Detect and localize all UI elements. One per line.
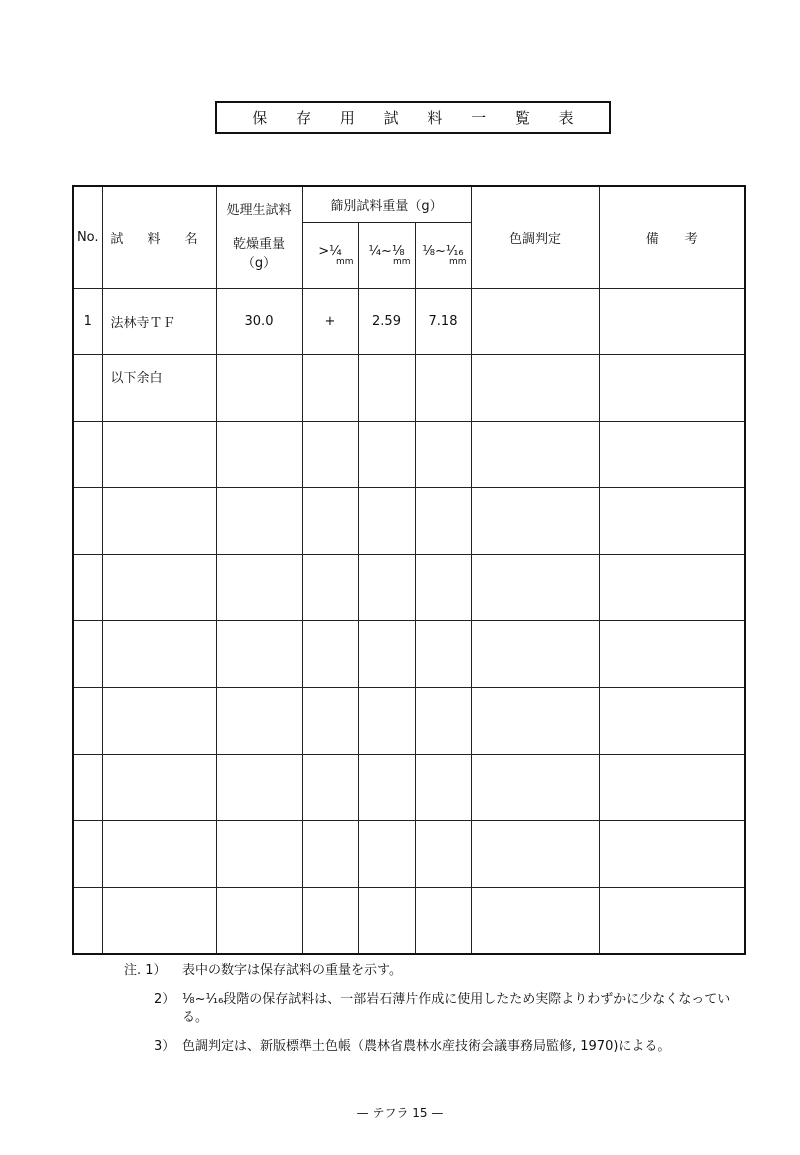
cell-dry: 30.0 (216, 288, 302, 355)
cell-remarks (599, 421, 745, 488)
cell-color (471, 488, 599, 555)
page-title: 保 存 用 試 料 一 覧 表 (215, 101, 611, 134)
cell-color (471, 688, 599, 755)
cell-remarks (599, 887, 745, 954)
table-row (73, 421, 745, 488)
cell-color (471, 554, 599, 621)
cell-s1 (302, 821, 358, 888)
cell-s3 (415, 688, 471, 755)
cell-remarks (599, 554, 745, 621)
cell-color (471, 421, 599, 488)
cell-no (73, 554, 102, 621)
cell-color (471, 355, 599, 422)
cell-color (471, 821, 599, 888)
table-row (73, 887, 745, 954)
cell-s1 (302, 754, 358, 821)
cell-no (73, 887, 102, 954)
cell-s1 (302, 688, 358, 755)
cell-s1 (302, 488, 358, 555)
cell-name (102, 554, 216, 621)
cell-s3 (415, 821, 471, 888)
cell-s2 (358, 421, 415, 488)
cell-remarks (599, 821, 745, 888)
header-sieve-col-2 (358, 222, 415, 288)
header-sieve-col-1 (302, 222, 358, 288)
note-1 (124, 962, 744, 980)
cell-s2 (358, 688, 415, 755)
cell-dry (216, 621, 302, 688)
cell-s2 (358, 887, 415, 954)
cell-s1 (302, 621, 358, 688)
cell-no (73, 621, 102, 688)
cell-s3 (415, 621, 471, 688)
cell-s2 (358, 488, 415, 555)
note-2-text: ⅛~¹⁄₁₆段階の保存試料は、一部岩石薄片作成に使用したため実際よりわずかに少なくなっている。 (182, 992, 731, 1025)
cell-no (73, 688, 102, 755)
cell-name (102, 821, 216, 888)
cell-s1 (302, 554, 358, 621)
table-row (73, 688, 745, 755)
table-row (73, 621, 745, 688)
header-dry-weight-unit: （g） (241, 256, 277, 271)
cell-dry (216, 554, 302, 621)
note-2-num: 2） (154, 992, 176, 1007)
cell-dry (216, 821, 302, 888)
cell-s2 (358, 355, 415, 422)
table-row (73, 554, 745, 621)
table-body (73, 288, 745, 954)
cell-remarks (599, 355, 745, 422)
cell-dry (216, 887, 302, 954)
cell-name (102, 421, 216, 488)
cell-color (471, 754, 599, 821)
cell-remarks (599, 754, 745, 821)
header-remarks: 備 考 (599, 186, 745, 288)
sieve-range-1: >¼ (318, 243, 342, 259)
sieve-unit-3: mm (448, 256, 467, 267)
table-row (73, 288, 745, 355)
cell-s2 (358, 754, 415, 821)
cell-s2: 2.59 (358, 288, 415, 355)
cell-s1 (302, 421, 358, 488)
cell-dry (216, 421, 302, 488)
cell-name: 法林寺ＴＦ (102, 288, 216, 355)
cell-color (471, 887, 599, 954)
cell-remarks (599, 621, 745, 688)
header-dry-weight (216, 186, 302, 288)
cell-dry (216, 355, 302, 422)
cell-s1 (302, 355, 358, 422)
cell-remarks (599, 688, 745, 755)
cell-dry (216, 754, 302, 821)
cell-s3: 7.18 (415, 288, 471, 355)
cell-s3 (415, 355, 471, 422)
table-row (73, 488, 745, 555)
cell-color (471, 621, 599, 688)
cell-dry (216, 688, 302, 755)
cell-s1: + (302, 288, 358, 355)
cell-s2 (358, 554, 415, 621)
sieve-unit-1: mm (335, 256, 354, 267)
note-3 (124, 1038, 744, 1056)
note-3-text: 色調判定は、新版標準土色帳（農林省農林水産技術会議事務局監修, 1970)による。 (182, 1039, 671, 1054)
header-sample-name: 試 料 名 (102, 186, 216, 288)
table-row (73, 355, 745, 422)
cell-s3 (415, 421, 471, 488)
note-1-num: 注. 1） (124, 963, 167, 978)
cell-no: 1 (73, 288, 102, 355)
page-footer: — テフラ 15 — (356, 1106, 444, 1120)
cell-s3 (415, 754, 471, 821)
cell-s1 (302, 887, 358, 954)
note-1-text: 表中の数字は保存試料の重量を示す。 (182, 963, 402, 978)
cell-s2 (358, 821, 415, 888)
cell-no (73, 488, 102, 555)
header-dry-weight-bottom: 乾燥重量 (232, 236, 285, 252)
cell-s3 (415, 887, 471, 954)
cell-color (471, 288, 599, 355)
header-dry-weight-top: 処理生試料 (226, 203, 292, 218)
cell-name (102, 621, 216, 688)
header-sieve-col-3 (415, 222, 471, 288)
sieve-range-2: ¼~⅛ (368, 243, 405, 259)
cell-remarks (599, 288, 745, 355)
sample-table (72, 185, 746, 955)
cell-s3 (415, 554, 471, 621)
cell-name (102, 488, 216, 555)
cell-no (73, 754, 102, 821)
cell-no (73, 355, 102, 422)
cell-name (102, 754, 216, 821)
note-2 (124, 991, 744, 1027)
cell-s2 (358, 621, 415, 688)
cell-s3 (415, 488, 471, 555)
cell-name (102, 887, 216, 954)
header-sieve-group: 篩別試料重量（g） (302, 186, 471, 222)
table-row (73, 754, 745, 821)
cell-dry (216, 488, 302, 555)
cell-no (73, 821, 102, 888)
table-row (73, 821, 745, 888)
cell-remarks (599, 488, 745, 555)
cell-name: 以下余白 (102, 355, 216, 422)
sieve-unit-2: mm (392, 256, 411, 267)
note-3-num: 3） (154, 1039, 176, 1054)
cell-name (102, 688, 216, 755)
cell-no (73, 421, 102, 488)
notes (124, 962, 744, 1067)
sieve-range-3: ⅛~¹⁄₁₆ (422, 243, 464, 259)
header-no: No. (73, 186, 102, 288)
header-color: 色調判定 (471, 186, 599, 288)
